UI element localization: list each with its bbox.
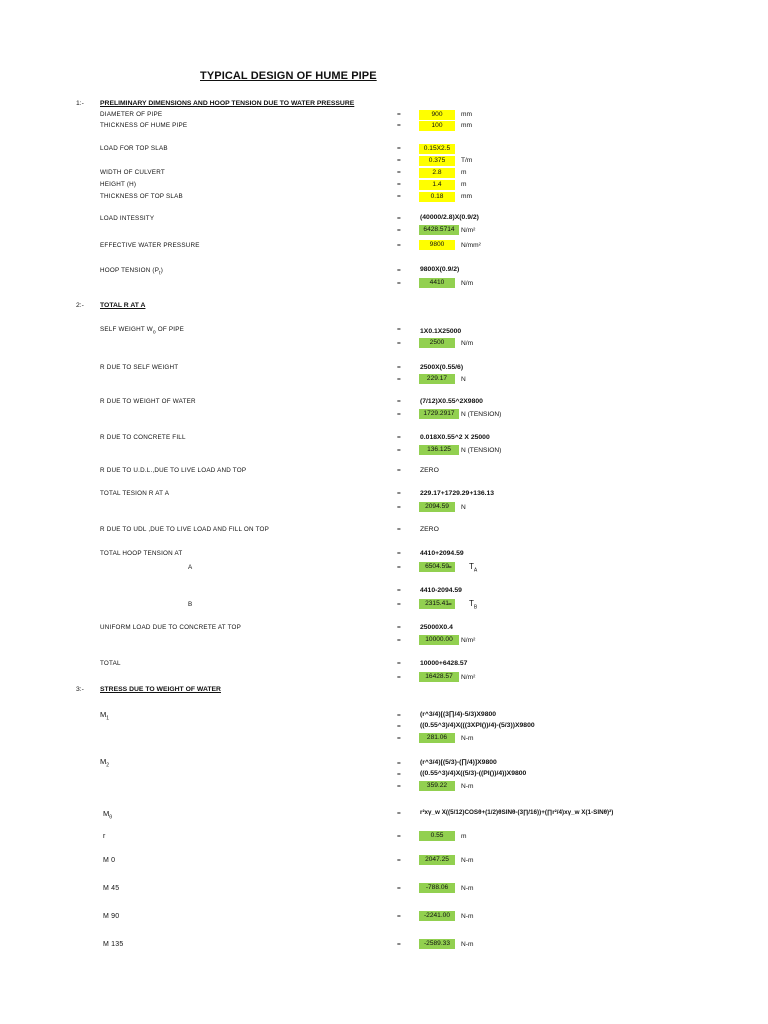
result-cell[interactable]: 136.125 [419, 445, 459, 455]
equals-sign: = [397, 227, 401, 234]
formula: 4410+2094.59 [420, 550, 464, 557]
unit: N/m [461, 340, 474, 347]
unit: T/m [461, 157, 473, 164]
row-label: WIDTH OF CULVERT [100, 169, 165, 176]
formula: 4410-2094.59 [420, 587, 462, 594]
row-label: DIAMETER OF PIPE [100, 111, 163, 118]
section-heading: STRESS DUE TO WEIGHT OF WATER [100, 686, 221, 693]
equals-sign: = [448, 601, 452, 608]
row-label: $M_1$ [100, 710, 110, 722]
unit: N (TENSION) [461, 447, 502, 454]
formula: ZERO [420, 467, 439, 474]
formula: ((0.55^3)/4)X(((3XPI())/4)-(5/3))X9800 [420, 722, 535, 729]
result-cell[interactable]: 2500 [419, 338, 455, 348]
equals-sign: = [397, 564, 401, 571]
equals-sign: = [448, 564, 452, 571]
section-heading: PRELIMINARY DIMENSIONS AND HOOP TENSION DUE TO WATER PRESSURE [100, 100, 355, 107]
equals-sign: = [397, 364, 401, 371]
unit: N/m² [461, 227, 476, 234]
input-cell[interactable]: 900 [419, 110, 455, 120]
equals-sign: = [397, 490, 401, 497]
input-cell[interactable]: 0.18 [419, 192, 455, 202]
row-label: LOAD INTESSITY [100, 215, 155, 222]
section-number: 3:- [76, 686, 84, 693]
unit: N (TENSION) [461, 411, 502, 418]
unit: N/m² [461, 674, 476, 681]
equals-sign: = [397, 181, 401, 188]
row-label: R DUE TO UDL ,DUE TO LIVE LOAD AND FILL ON TOP [100, 526, 270, 533]
row-label: M 0 [103, 857, 116, 864]
formula: (r^3/4)[(5/3)-(∏/4)]X9800 [420, 759, 497, 766]
equals-sign: = [397, 169, 401, 176]
unit: N/m [461, 280, 474, 287]
row-label: THICKNESS OF TOP SLAB [100, 193, 183, 200]
input-cell[interactable]: 9800 [419, 240, 455, 250]
row-label: R DUE TO U.D.L.,DUE TO LIVE LOAD AND TOP [100, 467, 247, 474]
unit: N-m [461, 735, 474, 742]
equals-sign: = [397, 587, 401, 594]
input-cell[interactable]: 0.375 [419, 156, 455, 166]
equals-sign: = [397, 340, 401, 347]
equals-sign: = [397, 857, 401, 864]
row-label: SELF WEIGHT $W_o$ OF PIPE [100, 326, 185, 336]
equals-sign: = [397, 941, 401, 948]
row-label: THICKNESS OF HUME PIPE [100, 122, 188, 129]
equals-sign: = [397, 760, 401, 767]
tension-symbol: $T_A$ [469, 562, 478, 574]
row-label: HOOP TENSION $(P_t)$ [100, 267, 164, 277]
formula: 1X0.1X25000 [420, 328, 462, 335]
equals-sign: = [397, 242, 401, 249]
input-cell[interactable]: 2.8 [419, 168, 455, 178]
equals-sign: = [397, 434, 401, 441]
row-label: $M_2$ [100, 757, 110, 769]
formula: 10000+6428.57 [420, 660, 468, 667]
section-number: 1:- [76, 100, 84, 107]
row-label: TOTAL [100, 660, 121, 667]
row-label: $M_\theta$ [103, 809, 113, 821]
row-label: TOTAL HOOP TENSION AT [100, 550, 183, 557]
equals-sign: = [397, 504, 401, 511]
equals-sign: = [397, 637, 401, 644]
row-label: TOTAL TESION R AT A [100, 490, 170, 497]
equals-sign: = [397, 398, 401, 405]
result-cell[interactable]: 229.17 [419, 374, 455, 384]
unit: N/m² [461, 637, 476, 644]
formula: 0.018X0.55^2 X 25000 [420, 434, 490, 441]
equals-sign: = [397, 122, 401, 129]
unit: m [461, 833, 467, 840]
equals-sign: = [397, 712, 401, 719]
equals-sign: = [397, 885, 401, 892]
formula: 229.17+1729.29+136.13 [420, 490, 495, 497]
formula: 9800X(0.9/2) [420, 266, 460, 273]
equals-sign: = [397, 280, 401, 287]
result-cell[interactable]: 2315.41 [419, 599, 455, 609]
row-label: A [188, 564, 193, 571]
result-cell[interactable]: 4410 [419, 278, 455, 288]
equals-sign: = [397, 145, 401, 152]
unit: N/mm² [461, 242, 481, 249]
unit: N-m [461, 941, 474, 948]
equals-sign: = [397, 447, 401, 454]
row-label: R DUE TO CONCRETE FILL [100, 434, 186, 441]
equals-sign: = [397, 723, 401, 730]
page-title: TYPICAL DESIGN OF HUME PIPE [200, 70, 377, 82]
unit: N-m [461, 885, 474, 892]
formula: (40000/2.8)X(0.9/2) [420, 214, 479, 221]
equals-sign: = [397, 550, 401, 557]
equals-sign: = [397, 810, 401, 817]
equals-sign: = [397, 193, 401, 200]
equals-sign: = [397, 267, 401, 274]
equals-sign: = [397, 660, 401, 667]
section-number: 2:- [76, 302, 84, 309]
equals-sign: = [397, 913, 401, 920]
formula: 2500X(0.55/6) [420, 364, 464, 371]
equals-sign: = [397, 735, 401, 742]
unit: N-m [461, 783, 474, 790]
equals-sign: = [397, 526, 401, 533]
row-label: M 135 [103, 941, 124, 948]
row-label: EFFECTIVE WATER PRESSURE [100, 242, 200, 249]
result-cell[interactable]: 6428.5714 [419, 225, 459, 235]
result-cell[interactable]: 281.06 [419, 733, 455, 743]
row-label: B [188, 601, 193, 608]
row-label: R DUE TO WEIGHT OF WATER [100, 398, 196, 405]
equals-sign: = [397, 215, 401, 222]
unit: m [461, 181, 467, 188]
row-label: UNIFORM LOAD DUE TO CONCRETE AT TOP [100, 624, 242, 631]
result-cell[interactable]: 359.22 [419, 781, 455, 791]
row-label: r [103, 833, 106, 840]
result-cell[interactable]: 2047.25 [419, 855, 455, 865]
formula: r²xγ_w X((5/12)COSθ+(1/2)θSINθ-(3∏/16))+(∏r²/4)xγ_w X(1-SINθ)²) [420, 809, 614, 816]
equals-sign: = [397, 624, 401, 631]
equals-sign: = [397, 783, 401, 790]
result-cell[interactable]: 1729.2917 [419, 409, 459, 419]
unit: N [461, 376, 466, 383]
equals-sign: = [397, 601, 401, 608]
unit: mm [461, 111, 472, 118]
result-cell[interactable]: -788.06 [419, 883, 455, 893]
equals-sign: = [397, 467, 401, 474]
row-label: R DUE TO SELF WEIGHT [100, 364, 179, 371]
result-cell[interactable]: 0.55 [419, 831, 455, 841]
row-label: LOAD FOR TOP SLAB [100, 145, 168, 152]
unit: mm [461, 193, 472, 200]
result-cell[interactable]: 16428.57 [419, 672, 459, 682]
equals-sign: = [397, 157, 401, 164]
unit: mm [461, 122, 472, 129]
tension-symbol: $T_B$ [469, 599, 478, 611]
input-cell[interactable]: 0.15X2.5 [419, 144, 455, 154]
equals-sign: = [397, 771, 401, 778]
formula: (r^3/4)[(3∏/4)-5/3)X9800 [420, 711, 497, 718]
input-cell[interactable]: 1.4 [419, 180, 455, 190]
result-cell[interactable]: 2094.59 [419, 502, 455, 512]
row-label: M 45 [103, 885, 120, 892]
result-cell[interactable]: -2589.33 [419, 939, 455, 949]
unit: N [461, 504, 466, 511]
result-cell[interactable]: 10000.00 [419, 635, 459, 645]
row-label: HEIGHT (H) [100, 181, 137, 188]
equals-sign: = [397, 833, 401, 840]
section-heading: TOTAL R AT A [100, 302, 146, 309]
formula: (7/12)X0.55^2X9800 [420, 398, 483, 405]
formula: 25000X0.4 [420, 624, 453, 631]
formula: ((0.55^3)/4)X((5/3)-((PI())/4))X9800 [420, 770, 527, 777]
equals-sign: = [397, 674, 401, 681]
input-cell[interactable]: 100 [419, 121, 455, 131]
equals-sign: = [397, 326, 401, 333]
equals-sign: = [397, 411, 401, 418]
formula: ZERO [420, 526, 439, 533]
unit: N-m [461, 913, 474, 920]
unit: N-m [461, 857, 474, 864]
equals-sign: = [397, 111, 401, 118]
result-cell[interactable]: -2241.00 [419, 911, 455, 921]
row-label: M 90 [103, 913, 120, 920]
result-cell[interactable]: 6504.59 [419, 562, 455, 572]
equals-sign: = [397, 376, 401, 383]
unit: m [461, 169, 467, 176]
